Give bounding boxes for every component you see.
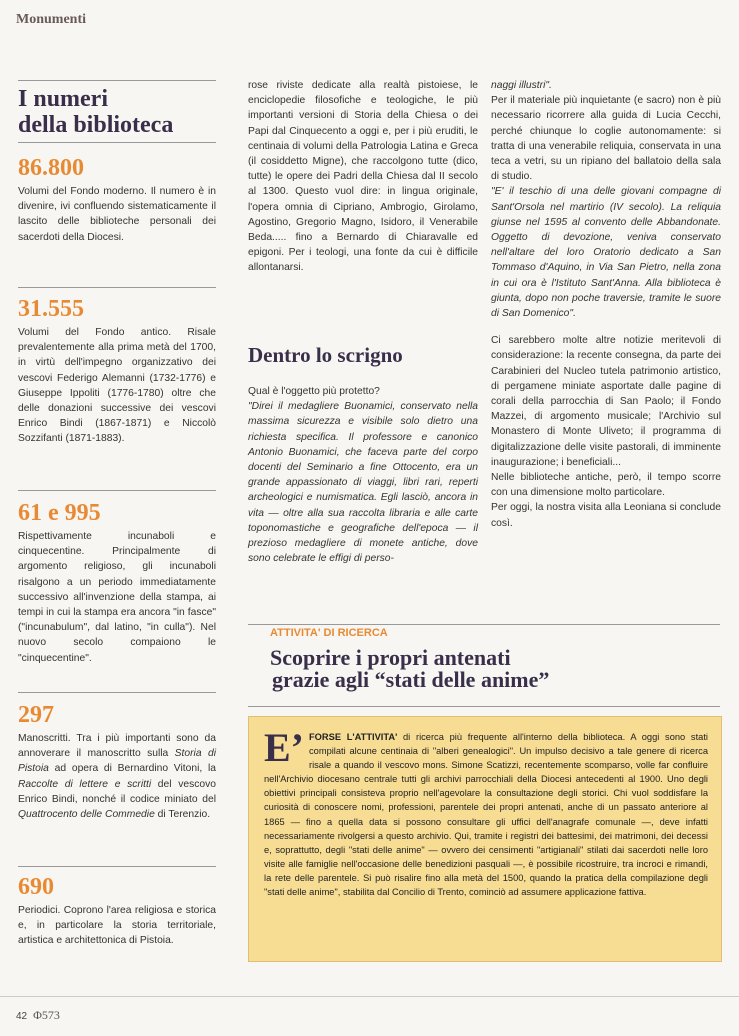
stat-text-part: del vescovo Enrico Bindi, nonché il codice miniato del <box>18 778 216 805</box>
section-label: Monumenti <box>16 12 86 27</box>
column-2-bottom <box>248 384 478 572</box>
research-rule <box>248 624 720 625</box>
stat-description: Volumi del Fondo moderno. Il numero è in divenire, ivi confluendo sistematicamente il lascito delle biblioteche personali dei sacerdoti della Diocesi. <box>18 186 216 243</box>
paragraph: Qual è l'oggetto più protetto? <box>248 386 380 397</box>
drop-cap: E’ <box>264 725 304 770</box>
sidebar-title <box>18 86 218 138</box>
research-label: ATTIVITA' DI RICERCA <box>270 627 388 639</box>
footer-rule <box>0 996 739 997</box>
stat-description: Volumi del Fondo antico. Risale prevalentemente alla prima metà del 1700, in virtù dell'impegno organizzativo dei vescovi Federigo Alemanni (1732-1776) e Giuseppe Ippoliti (1776-1780) oltre che delle donazioni successive dei vescovi Enrico Bindi (1867-1871) e Niccolò Sozzifanti (1871-1883). <box>18 327 216 445</box>
sidebar-title-line1: I numeri <box>18 86 108 112</box>
paragraph: Nelle biblioteche antiche, però, il tempo scorre con una dimensione molto particolare. <box>491 472 721 499</box>
quote: "E' il teschio di una delle giovani compagne di Sant'Orsola nel martirio (IV secolo). La reliquia giunse nel 1595 al convento delle Abbandonate. Oggetto di devozione, veniva conservato nell'altare del loro Oratorio dedicato a San Tommaso d'Aquino, in Via San Pietro, nella zona in cui ora è l'Istituto Sant'Anna. Alla biblioteca è giunta, dopo non poche traversie, tramite le suore di San Domenico". <box>491 186 721 320</box>
stat-number: 690 <box>18 874 54 900</box>
paragraph: rose riviste dedicate alla realtà pistoiese, le enciclopedie filosofiche e teologiche, le più importanti versioni di Storia della Chiesa o dei Papi dal Cinquecento a oggi e, per i più eruditi, le centinaia di volumi della Patrologia Latina e Greca (il cosiddetto Migne), che raccolgono tutte (dico, tutte) le opere dei Padri della Chiesa dal II secolo al 1300. Questo vuol dire: in lingua originale, l'opera omnia di Cipriano, Ambrogio, Girolamo, Agostino, Gregorio Magno, Isidoro, il Venerabile Beda..... fino a Bernardo di Chiaravalle ed epigoni. Per i teologi, una fonte da cui è difficile allontanarsi. <box>248 80 478 274</box>
quote: "Direi il medagliere Buonamici, conservato nella massima sicurezza e visibile solo dietro una richiesta specifica. Il professore e canonico Antonio Buonamici, che faceva parte del corpo docenti del Seminario a fine Ottocento, era un grande appassionato di viaggi, libri rari, reperti archeologici e numismatica. Egli lasciò, ancora in vita — oltre alla sua raccolta libraria e alle carte toponomastiche e geografiche dell'epoca — il prezioso medagliere di monete antiche, dove sono celebrate le effigi di perso- <box>248 401 478 565</box>
stat-description <box>18 731 216 822</box>
footer <box>16 1008 60 1023</box>
paragraph: Ci sarebbero molte altre notizie meritevoli di considerazione: la recente consegna, da parte dei Carabinieri del Nucleo tutela patrimonio artistico, di pergamene miniate asportate dalle pagine di corali della parrocchia di San Paolo; il Fondo Mazzei, di argomento musicale; l'Archivio sul Monastero di Monte Uliveto; il programma di digitalizzazione delle visite pastorali, di imminente inaugurazione; i beneficiali... <box>491 335 721 468</box>
sidebar-rule <box>18 490 216 491</box>
sidebar-rule <box>18 287 216 288</box>
paragraph: Per il materiale più inquietante (e sacro) non è più necessario ricorrere alla guida di Lucia Cecchi, perché chiunque lo coglie autonomamente: si tratta di una venerabile reliquia, conservata in una teca a vetri, su un ripiano del ballatoio della sala di studio. <box>491 95 721 183</box>
stat-text-part: di Terenzio. <box>154 809 211 821</box>
column-2-top <box>248 78 478 282</box>
stat-number: 31.555 <box>18 296 84 322</box>
research-text: di ricerca più frequente all'interno della biblioteca. A oggi sono stati compilati alcune centinaia di "alberi genealogici". Un impulso decisivo a tale genere di ricerca risale a quando il vescovo mons. Simone Scatizzi, recentemente scomparso, volle far confluire nell'Archivio diocesano centrale tutti gli archivi parrocchiali della Diocesi antecedenti al 1900. Uno degli obiettivi principali consisteva proprio nell'agevolare la consultazione degli storici. Chi vuol soddisfare la curiosità di conoscere nomi, professioni, parentele dei propri antenati, anche di un passato anteriore al 1865 — fino a quella data si possono consultare gli uffici dell'anagrafe comunale —, deve infatti necessariamente rivolgersi a questo archivio. Qui, tramite i registri dei battesimi, dei matrimoni, dei decessi e, soprattutto, degli "stati delle anime" — ovvero dei censimenti "artigianali" stilati dai sacerdoti nelle loro visite alle famiglie nell'occasione delle benedizioni pasquali —, è possibile ricostruire, tra incroci e rimandi, la rete delle parentele. Si può risalire fino alla metà del 1500, quando la pratica della compilazione degli "stati delle anime", stabilita dal Concilio di Trento, cominciò ad assumere applicazione fattiva. <box>264 732 708 898</box>
stat-description: Periodici. Coprono l'area religiosa e storica e, in particolare la storia territoriale, artistica e architettonica di Pistoia. <box>18 905 216 947</box>
research-title-line1: Scoprire i propri antenati <box>270 645 511 670</box>
page-number: 42 <box>16 1011 28 1022</box>
sidebar-title-line2: della biblioteca <box>18 112 174 138</box>
quote-end: naggi illustri". <box>491 80 552 91</box>
sidebar-rule <box>18 692 216 693</box>
research-title <box>270 647 549 691</box>
stat-block <box>18 702 216 822</box>
research-title-line2: grazie agli “stati delle anime” <box>272 667 550 692</box>
stat-text-part: Manoscritti. Tra i più importanti sono da annoverare il manoscritto sulla <box>18 733 216 760</box>
stat-number: 61 e 995 <box>18 500 101 526</box>
stat-block <box>18 155 216 245</box>
stat-block <box>18 296 216 447</box>
section-heading: Dentro lo scrigno <box>248 343 403 367</box>
book-title: Raccolte di lettere e scritti <box>18 778 152 790</box>
stat-description: Rispettivamente incunaboli e cinquecentine. Principalmente di argomento religioso, gli incunaboli risalgono a un periodo immediatamente successivo all'invenzione della stampa, ai tempi in cui la stampa era ancora "in fasce" ("incunabulum", dal latino, "in culla"). Nel nuovo secolo compaiono le "cinquecentine". <box>18 531 216 664</box>
research-title-rule <box>248 706 720 707</box>
book-title: Storia di Pistoia <box>18 748 216 775</box>
column-3 <box>491 78 721 531</box>
stat-text-part: ad opera di Bernardino Vitoni, la <box>48 763 216 775</box>
sidebar-rule <box>18 866 216 867</box>
sidebar-rule <box>18 142 216 143</box>
stat-number: 297 <box>18 702 54 728</box>
stat-number: 86.800 <box>18 155 84 181</box>
sidebar-top-rule <box>18 80 216 81</box>
stat-block <box>18 874 216 949</box>
stat-block <box>18 500 216 666</box>
magazine-logo: Φ573 <box>33 1008 60 1022</box>
research-body <box>264 725 708 899</box>
book-title: Quattrocento delle Commedie <box>18 809 155 821</box>
research-lead: FORSE L'ATTIVITA' <box>309 732 398 742</box>
paragraph: Per oggi, la nostra visita alla Leoniana si conclude così. <box>491 502 721 529</box>
